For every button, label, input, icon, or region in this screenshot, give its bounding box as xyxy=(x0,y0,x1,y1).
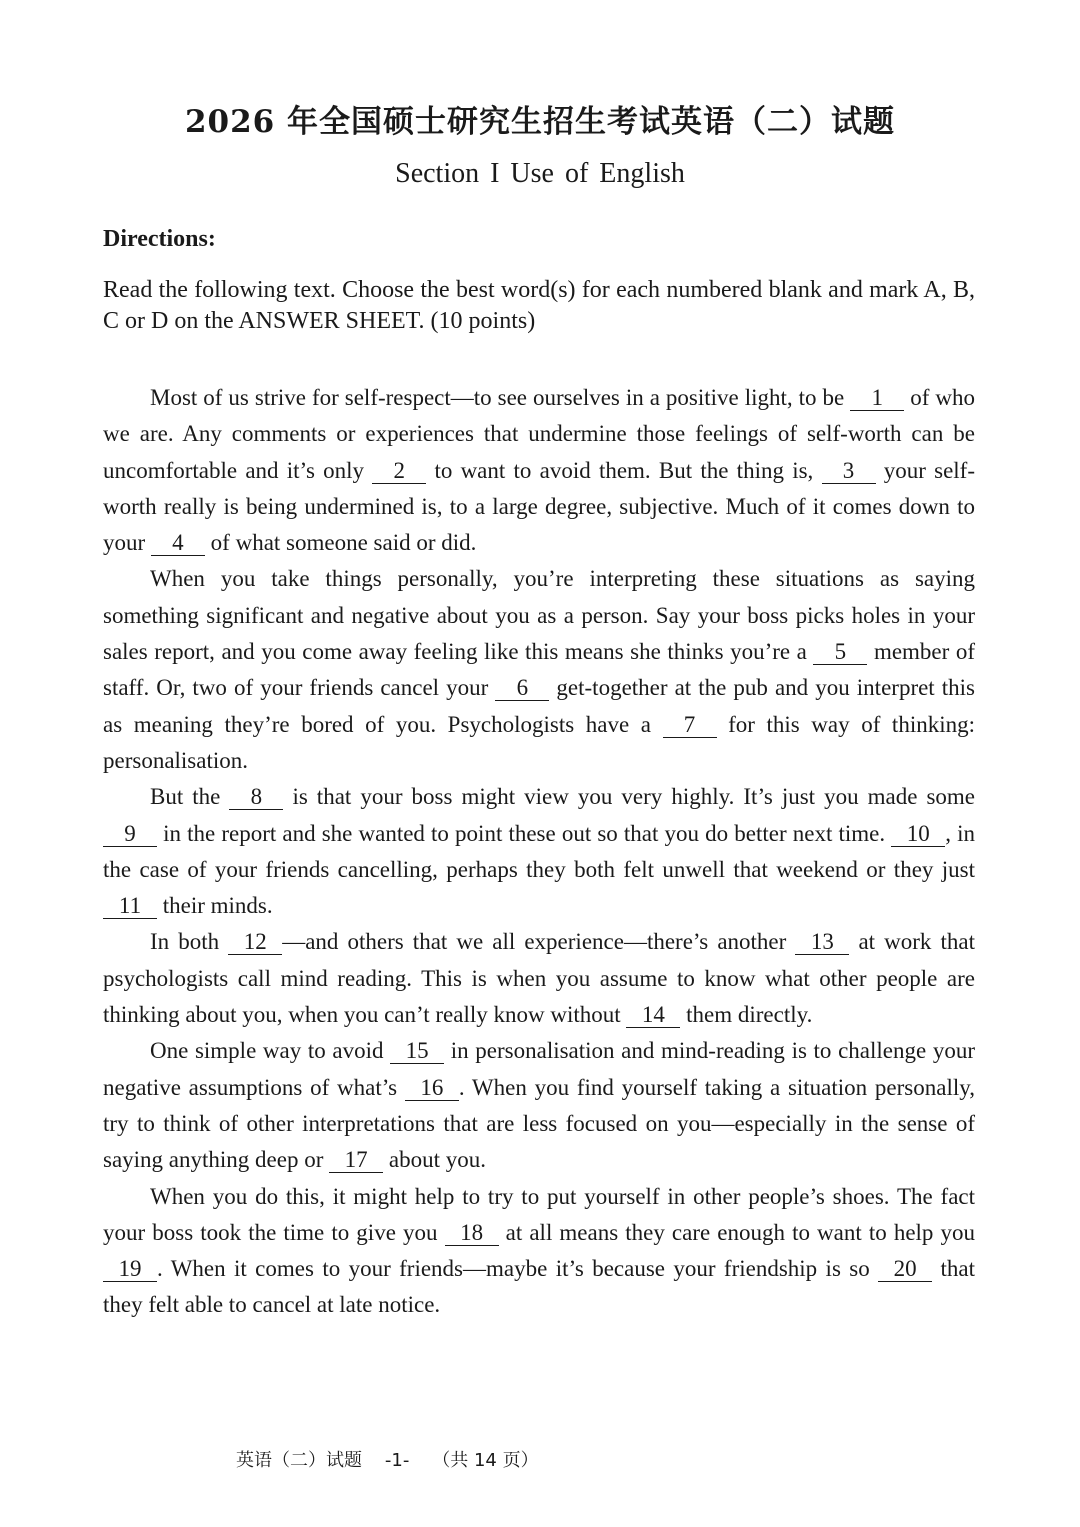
page-footer xyxy=(236,1446,539,1472)
blank-19: 19 xyxy=(103,1257,157,1282)
passage-text: . When it comes to your friends—maybe it’s because your friendship is so xyxy=(157,1256,879,1282)
blank-7: 7 xyxy=(663,713,717,738)
passage-text: of what someone said or did. xyxy=(204,530,477,556)
passage-text: member of staff. Or, two of your friends cancel your xyxy=(103,639,975,701)
paragraph-3 xyxy=(103,779,975,924)
blank-5: 5 xyxy=(813,640,867,665)
blank-6: 6 xyxy=(495,676,549,701)
passage-text: In both xyxy=(150,929,229,955)
blank-13: 13 xyxy=(795,930,849,955)
passage-text: your self-worth really is being undermined is, to a large degree, subjective. Much of it comes down to your xyxy=(103,457,975,556)
passage-text: in personalisation and mind-reading is to challenge your negative assumptions of what’s xyxy=(103,1038,975,1100)
passage-text: their minds. xyxy=(157,893,273,919)
blank-14: 14 xyxy=(626,1003,680,1028)
paragraph-2 xyxy=(103,561,975,779)
passage-text: When you take things personally, you’re interpreting these situations as saying something significant and negative about you as a person. Say your boss picks holes in your sales report, and you come away feeling like this means she thinks you’re a xyxy=(103,566,975,665)
section-heading: Section I Use of English xyxy=(395,158,685,189)
passage-text: is that your boss might view you very highly. It’s just you made some xyxy=(283,784,975,810)
passage-text: about you. xyxy=(383,1147,486,1173)
passage-text: One simple way to avoid xyxy=(150,1038,391,1064)
blank-17: 17 xyxy=(329,1148,383,1173)
blank-10: 10 xyxy=(891,822,945,847)
footer-subject: 英语（二）试题 xyxy=(236,1450,362,1471)
paragraph-5 xyxy=(103,1033,975,1178)
blank-3: 3 xyxy=(822,459,876,484)
passage-text: to want to avoid them. But the thing is, xyxy=(426,457,822,483)
passage-text: at work that psychologists call mind reading. This is when you assume to know what other people are thinking about you, when you can’t really know without xyxy=(103,929,975,1028)
blank-15: 15 xyxy=(390,1039,444,1064)
passage-text: of who we are. Any comments or experiences that undermine those feelings of self-worth can be uncomfortable and it’s only xyxy=(103,385,975,483)
cloze-passage xyxy=(103,380,975,1324)
blank-20: 20 xyxy=(878,1257,932,1282)
footer-page-number: -1- xyxy=(384,1450,410,1471)
passage-text: , in the case of your friends cancelling, perhaps they both felt unwell that weekend or they just xyxy=(103,820,975,882)
passage-text: Most of us strive for self-respect—to see ourselves in a positive light, to be xyxy=(150,385,851,410)
passage-text: get-together at the pub and you interpret this as meaning they’re bored of you. Psychologists have a xyxy=(103,675,975,737)
passage-text: . When you find yourself taking a situation personally, try to think of other interpretations that are less focused on you—especially in the sense of saying anything deep or xyxy=(103,1074,975,1173)
passage-text: in the report and she wanted to point these out so that you do better next time. xyxy=(157,820,892,846)
paragraph-6 xyxy=(103,1179,975,1324)
directions-text: Read the following text. Choose the best word(s) for each numbered blank and mark A, B, C or D on the ANSWER SHEET. (10 points) xyxy=(103,277,975,334)
blank-8: 8 xyxy=(229,785,283,810)
passage-text: them directly. xyxy=(680,1002,813,1028)
paragraph-4 xyxy=(103,924,975,1033)
blank-11: 11 xyxy=(103,894,157,919)
directions-heading: Directions: xyxy=(103,226,216,252)
passage-text: When you do this, it might help to try to put yourself in other people’s shoes. The fact your boss took the time to give you xyxy=(103,1183,975,1245)
blank-2: 2 xyxy=(372,459,426,484)
blank-1: 1 xyxy=(850,386,904,411)
blank-12: 12 xyxy=(228,930,282,955)
passage-text: for this way of thinking: personalisation. xyxy=(103,711,975,773)
footer-total-pages: （共 14 页） xyxy=(432,1450,539,1471)
blank-4: 4 xyxy=(151,531,205,556)
blank-16: 16 xyxy=(405,1076,459,1101)
passage-text: at all means they care enough to want to help you xyxy=(498,1219,975,1245)
paragraph-1 xyxy=(103,380,975,561)
passage-text: But the xyxy=(150,784,230,810)
exam-title: 2026 年全国硕士研究生招生考试英语（二）试题 xyxy=(184,104,896,140)
blank-18: 18 xyxy=(445,1221,499,1246)
passage-text: that they felt able to cancel at late notice. xyxy=(103,1256,975,1318)
passage-text: —and others that we all experience—there’s another xyxy=(282,929,796,955)
blank-9: 9 xyxy=(103,822,157,847)
